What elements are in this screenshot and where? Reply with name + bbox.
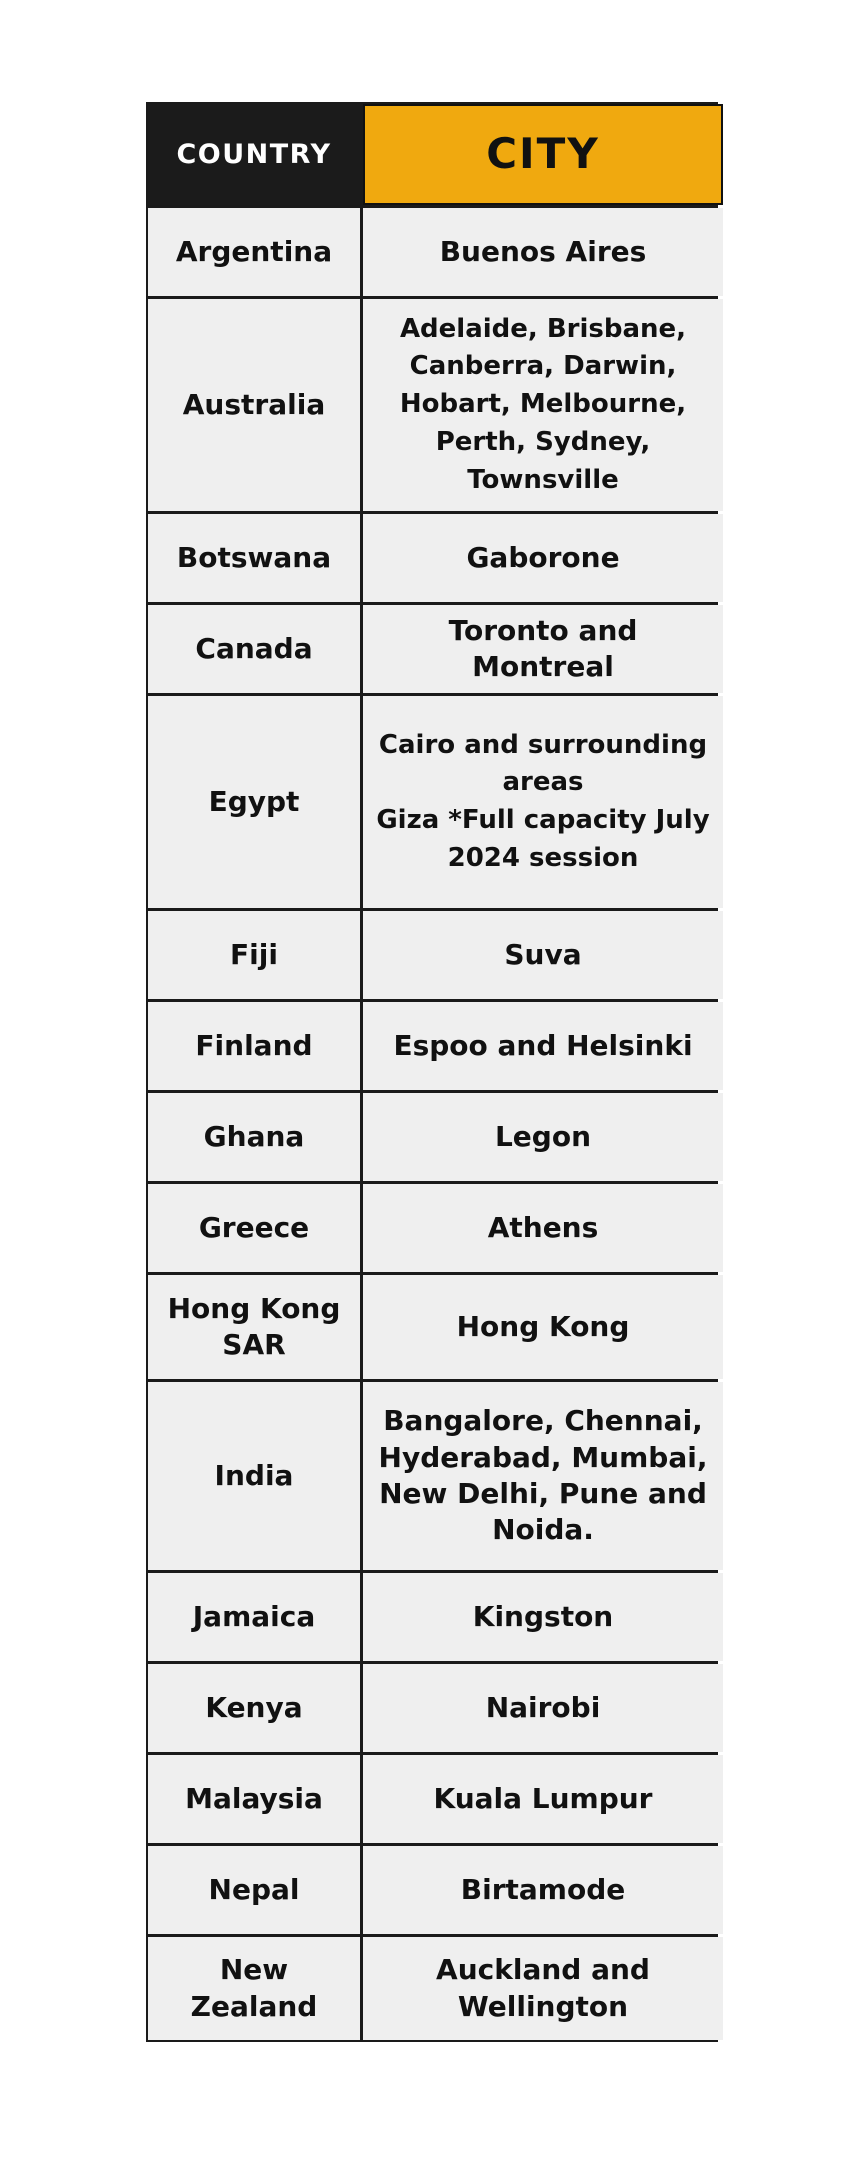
city-cell: Legon [363,1093,723,1181]
city-cell: Suva [363,911,723,999]
city-cell: Adelaide, Brisbane, Canberra, Darwin, Hobart, Melbourne, Perth, Sydney, Townsville [363,299,723,511]
country-cell: Botswana [148,514,360,602]
header-country: COUNTRY [148,104,360,205]
city-cell: Kuala Lumpur [363,1755,723,1843]
city-note: Giza *Full capacity July 2024 session [376,805,710,873]
country-cell: Egypt [148,696,360,908]
country-cell: Canada [148,605,360,693]
city-cell: Hong Kong [363,1275,723,1379]
country-cell: Ghana [148,1093,360,1181]
country-cell: Kenya [148,1664,360,1752]
city-cell: Gaborone [363,514,723,602]
country-cell: Jamaica [148,1573,360,1661]
city-cell: Buenos Aires [363,208,723,296]
country-cell: Finland [148,1002,360,1090]
country-cell: Nepal [148,1846,360,1934]
city-cell: Kingston [363,1573,723,1661]
country-cell: Fiji [148,911,360,999]
city-cell: Nairobi [363,1664,723,1752]
country-cell: New Zealand [148,1937,360,2040]
city-cell: Birtamode [363,1846,723,1934]
city-cell: Athens [363,1184,723,1272]
country-cell: Hong Kong SAR [148,1275,360,1379]
city-cell: Espoo and Helsinki [363,1002,723,1090]
country-cell: Argentina [148,208,360,296]
city-cell: Bangalore, Chennai, Hyderabad, Mumbai, New Delhi, Pune and Noida. [363,1382,723,1570]
country-cell: Greece [148,1184,360,1272]
country-city-table [146,102,718,2042]
country-cell: India [148,1382,360,1570]
city-cell: Auckland and Wellington [363,1937,723,2040]
city-text: Cairo and surrounding areas [378,729,708,798]
city-cell [363,696,723,908]
city-cell: Toronto and Montreal [363,605,723,693]
header-city: CITY [363,104,723,205]
country-cell: Australia [148,299,360,511]
country-cell: Malaysia [148,1755,360,1843]
